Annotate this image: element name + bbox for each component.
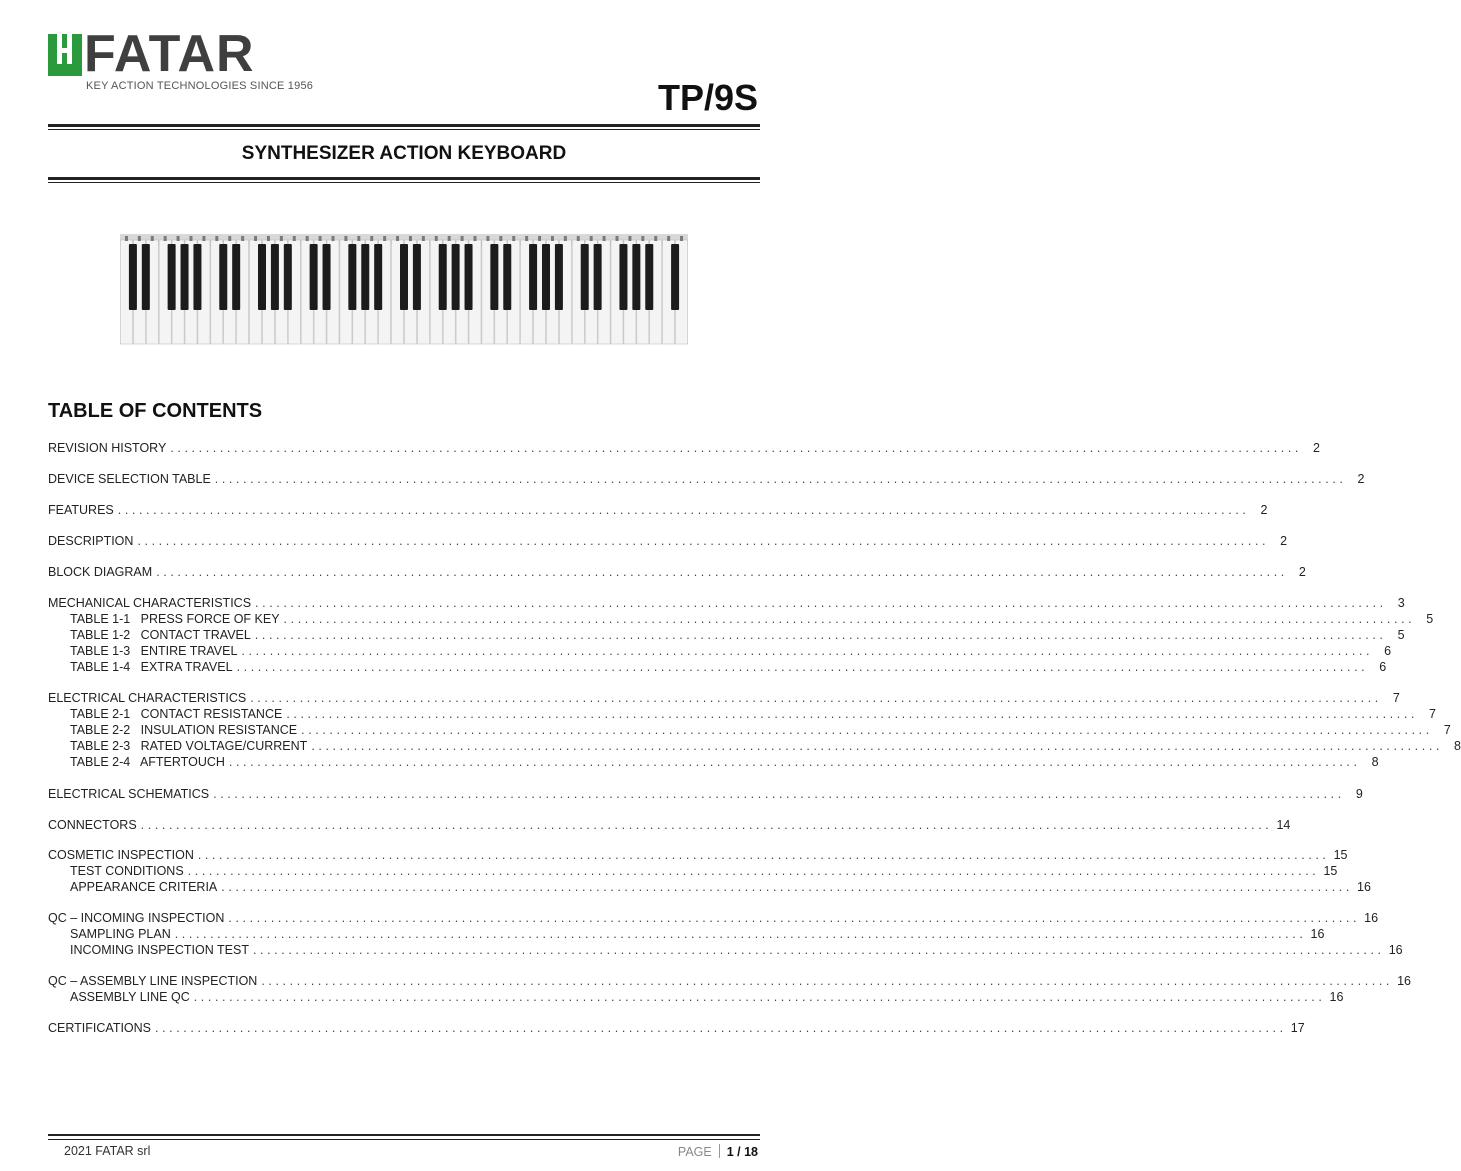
toc-entry[interactable] <box>48 534 1288 550</box>
black-key <box>181 244 189 310</box>
key-nub <box>422 236 425 241</box>
toc-entry-label: ELECTRICAL CHARACTERISTICS <box>48 691 247 705</box>
key-nub <box>357 236 360 241</box>
black-key <box>232 244 240 310</box>
key-nub <box>190 236 193 241</box>
toc-leader-dots: ................................................................................................................................................................ <box>254 628 1387 642</box>
footer-page-label: PAGE <box>677 1145 712 1159</box>
key-nub <box>551 236 554 241</box>
logo-tagline: KEY ACTION TECHNOLOGIES SINCE 1956 <box>86 80 314 92</box>
toc-entry-label: TABLE 2-3 RATED VOLTAGE/CURRENT <box>48 739 307 753</box>
footer-page <box>678 1144 758 1159</box>
black-key <box>490 244 498 310</box>
toc-entry-page: 16 <box>1388 943 1403 957</box>
toc-leader-dots: ................................................................................................................................................................ <box>236 660 1369 674</box>
toc-entry[interactable] <box>48 612 1434 628</box>
key-nub <box>577 236 580 241</box>
toc-entry-page: 16 <box>1364 911 1379 925</box>
toc-entry-label: TABLE 2-4 AFTERTOUCH <box>48 755 225 769</box>
toc-entry[interactable] <box>48 974 1411 990</box>
toc-entry[interactable] <box>48 472 1365 488</box>
toc-entry-label: TABLE 1-2 CONTACT TRAVEL <box>48 628 251 642</box>
toc-entry[interactable] <box>48 818 1291 834</box>
footer-separator <box>719 1144 720 1158</box>
key-nub <box>202 236 205 241</box>
toc-entry-page: 15 <box>1333 848 1348 862</box>
toc-entry-label: TABLE 1-3 ENTIRE TRAVEL <box>48 644 237 658</box>
black-key <box>503 244 511 310</box>
toc-leader-dots: ................................................................................................................................................................ <box>301 723 1433 737</box>
toc-leader-dots: ................................................................................................................................................................ <box>213 787 1345 801</box>
toc-entry-label: TEST CONDITIONS <box>48 864 184 878</box>
toc-entry-label: COSMETIC INSPECTION <box>48 848 194 862</box>
toc-entry[interactable] <box>48 660 1387 676</box>
key-nub <box>344 236 347 241</box>
black-key <box>400 244 408 310</box>
key-nub <box>241 236 244 241</box>
toc-entry-label: ASSEMBLY LINE QC <box>48 990 190 1004</box>
subtitle-rule-thick <box>48 177 760 180</box>
toc-entry-label: DEVICE SELECTION TABLE <box>48 472 211 486</box>
black-key <box>284 244 292 310</box>
toc-leader-dots: ................................................................................................................................................................ <box>228 755 1361 769</box>
toc-entry[interactable] <box>48 707 1436 723</box>
toc-entry[interactable] <box>48 864 1338 880</box>
key-nub <box>616 236 619 241</box>
key-nub <box>228 236 231 241</box>
footer-copyright: 2021 FATAR srl <box>64 1144 151 1158</box>
toc-leader-dots: ................................................................................................................................................................ <box>187 864 1320 878</box>
black-key <box>168 244 176 310</box>
toc-entry[interactable] <box>48 503 1268 519</box>
toc-entry-page: 2 <box>1313 441 1320 455</box>
black-key <box>193 244 201 310</box>
toc-entry-label: FEATURES <box>48 503 114 517</box>
toc-entry[interactable] <box>48 723 1451 739</box>
header-rule-thick <box>48 124 760 127</box>
toc-leader-dots: ................................................................................................................................................................ <box>286 707 1418 721</box>
toc-entry-page: 16 <box>1329 990 1344 1004</box>
toc-entry-page: 16 <box>1397 974 1411 988</box>
black-key <box>529 244 537 310</box>
toc-leader-dots: ................................................................................................................................................................ <box>241 644 1374 658</box>
toc-entry-page: 8 <box>1371 755 1379 769</box>
fatar-logo-mark-icon <box>48 34 82 76</box>
key-nub <box>164 236 167 241</box>
key-nub <box>486 236 489 241</box>
key-nub <box>512 236 515 241</box>
toc-entry[interactable] <box>48 691 1400 707</box>
toc-entry[interactable] <box>48 990 1344 1006</box>
key-nub <box>667 236 670 241</box>
toc-entry-label: QC – INCOMING INSPECTION <box>48 911 225 925</box>
toc-leader-dots: ................................................................................................................................................................ <box>170 441 1302 455</box>
toc-leader-dots: ................................................................................................................................................................ <box>140 818 1273 832</box>
black-key <box>374 244 382 310</box>
key-nub <box>280 236 283 241</box>
key-nub <box>396 236 399 241</box>
toc-entry-label: MECHANICAL CHARACTERISTICS <box>48 596 252 610</box>
black-key <box>645 244 653 310</box>
toc-entry[interactable] <box>48 565 1306 581</box>
key-nub <box>474 236 477 241</box>
toc-entry-label: APPEARANCE CRITERIA <box>48 880 217 894</box>
black-key <box>258 244 266 310</box>
toc-entry-page: 2 <box>1298 565 1306 579</box>
toc-entry-label: TABLE 1-1 PRESS FORCE OF KEY <box>48 612 280 626</box>
black-key <box>413 244 421 310</box>
toc-entry-page: 5 <box>1426 612 1434 626</box>
key-nub <box>409 236 412 241</box>
toc-leader-dots: ................................................................................................................................................................ <box>283 612 1416 626</box>
toc-leader-dots: ................................................................................................................................................................ <box>174 927 1307 941</box>
key-nub <box>293 236 296 241</box>
key-nub <box>564 236 567 241</box>
document-subtitle: SYNTHESIZER ACTION KEYBOARD <box>241 143 567 164</box>
toc-entry-page: 7 <box>1392 691 1400 705</box>
toc-entry[interactable] <box>48 943 1403 959</box>
key-nub <box>538 236 541 241</box>
footer-rule-thick <box>48 1134 760 1136</box>
key-nub <box>319 236 322 241</box>
key-nub <box>654 236 657 241</box>
toc-entry-label: INCOMING INSPECTION TEST <box>48 943 249 957</box>
toc-entry[interactable] <box>48 1021 1305 1037</box>
toc-entry[interactable] <box>48 787 1363 803</box>
toc-entry[interactable] <box>48 848 1348 864</box>
black-key <box>439 244 447 310</box>
toc-entry-page: 16 <box>1310 927 1325 941</box>
toc-leader-dots: ................................................................................................................................................................ <box>117 503 1250 517</box>
toc-entry-label: REVISION HISTORY <box>48 441 167 455</box>
key-nub <box>461 236 464 241</box>
toc-entry-page: 6 <box>1379 660 1387 674</box>
black-key <box>323 244 331 310</box>
key-nub <box>590 236 593 241</box>
toc-entry-page: 2 <box>1260 503 1268 517</box>
key-nub <box>215 236 218 241</box>
toc-entry-label: CERTIFICATIONS <box>48 1021 152 1035</box>
fatar-logo <box>48 25 314 94</box>
toc-leader-dots: ................................................................................................................................................................ <box>228 911 1361 925</box>
key-nub <box>448 236 451 241</box>
toc-entry[interactable] <box>48 755 1379 771</box>
toc-title: TABLE OF CONTENTS <box>48 400 263 422</box>
logo-wordmark: FATAR <box>84 25 255 83</box>
key-nub <box>138 236 141 241</box>
toc-entry[interactable] <box>48 596 1405 612</box>
key-nub <box>680 236 683 241</box>
toc-leader-dots: ................................................................................................................................................................ <box>197 848 1330 862</box>
toc-entry-page: 6 <box>1384 644 1392 658</box>
toc-entry[interactable] <box>48 644 1392 660</box>
toc-entry[interactable] <box>48 911 1379 927</box>
toc-entry-label: TABLE 2-2 INSULATION RESISTANCE <box>48 723 297 737</box>
black-key <box>594 244 602 310</box>
toc-entry[interactable] <box>48 880 1371 896</box>
key-nub <box>628 236 631 241</box>
black-key <box>271 244 279 310</box>
key-nub <box>267 236 270 241</box>
key-nub <box>641 236 644 241</box>
black-key <box>129 244 137 310</box>
toc-leader-dots: ................................................................................................................................................................ <box>311 739 1443 753</box>
black-key <box>219 244 227 310</box>
toc-entry-label: TABLE 1-4 EXTRA TRAVEL <box>48 660 233 674</box>
toc-leader-dots: ................................................................................................................................................................ <box>250 691 1382 705</box>
toc-entry[interactable] <box>48 441 1320 457</box>
toc-leader-dots: ................................................................................................................................................................ <box>137 534 1270 548</box>
black-key <box>542 244 550 310</box>
key-nub <box>254 236 257 241</box>
toc-entry-label: DESCRIPTION <box>48 534 134 548</box>
toc-entry-page: 14 <box>1276 818 1291 832</box>
black-key <box>310 244 318 310</box>
toc-leader-dots: ................................................................................................................................................................ <box>252 943 1385 957</box>
black-key <box>465 244 473 310</box>
toc-entry[interactable] <box>48 628 1405 644</box>
black-key <box>632 244 640 310</box>
key-nub <box>603 236 606 241</box>
toc-entry-label: ELECTRICAL SCHEMATICS <box>48 787 210 801</box>
toc-entry-page: 3 <box>1397 596 1405 610</box>
toc-entry-page: 5 <box>1397 628 1405 642</box>
toc-leader-dots: ................................................................................................................................................................ <box>193 990 1326 1004</box>
toc-leader-dots: ................................................................................................................................................................ <box>156 565 1288 579</box>
toc-leader-dots: ................................................................................................................................................................ <box>221 880 1353 894</box>
toc-entry[interactable] <box>48 739 1461 755</box>
key-nub <box>383 236 386 241</box>
black-key <box>581 244 589 310</box>
key-nub <box>151 236 154 241</box>
key-nub <box>435 236 438 241</box>
toc-entry-page: 17 <box>1290 1021 1305 1035</box>
toc-entry-page: 2 <box>1280 534 1288 548</box>
toc-entry-page: 9 <box>1355 787 1363 801</box>
toc-entry-label: BLOCK DIAGRAM <box>48 565 153 579</box>
key-nub <box>177 236 180 241</box>
black-key <box>361 244 369 310</box>
footer-rule-thin <box>48 1139 760 1140</box>
toc-entry-page: 7 <box>1429 707 1436 721</box>
toc-leader-dots: ................................................................................................................................................................ <box>261 974 1393 988</box>
toc-entry[interactable] <box>48 927 1325 943</box>
black-key <box>452 244 460 310</box>
key-nub <box>306 236 309 241</box>
footer-page-number: 1 / 18 <box>726 1145 758 1159</box>
key-nub <box>125 236 128 241</box>
header-rule-thin <box>48 129 760 130</box>
key-nub <box>370 236 373 241</box>
toc-leader-dots: ................................................................................................................................................................ <box>214 472 1347 486</box>
black-key <box>555 244 563 310</box>
subtitle-rule-thin <box>48 182 760 183</box>
toc-entry-page: 15 <box>1323 864 1338 878</box>
black-key <box>671 244 679 310</box>
toc-entry-page: 7 <box>1443 723 1451 737</box>
toc-entry-page: 8 <box>1454 739 1461 753</box>
black-key <box>619 244 627 310</box>
toc-entry-page: 2 <box>1357 472 1365 486</box>
black-key <box>348 244 356 310</box>
toc-entry-label: SAMPLING PLAN <box>48 927 171 941</box>
toc-leader-dots: ................................................................................................................................................................ <box>255 596 1387 610</box>
toc-entry-label: CONNECTORS <box>48 818 137 832</box>
toc-entry-page: 16 <box>1357 880 1371 894</box>
black-key <box>142 244 150 310</box>
toc-entry-label: TABLE 2-1 CONTACT RESISTANCE <box>48 707 282 721</box>
keyboard-illustration <box>120 234 688 344</box>
toc-leader-dots: ................................................................................................................................................................ <box>155 1021 1287 1035</box>
model-number: TP/9S <box>657 77 758 118</box>
key-nub <box>332 236 335 241</box>
toc-entry-label: QC – ASSEMBLY LINE INSPECTION <box>48 974 258 988</box>
key-nub <box>499 236 502 241</box>
key-nub <box>525 236 528 241</box>
